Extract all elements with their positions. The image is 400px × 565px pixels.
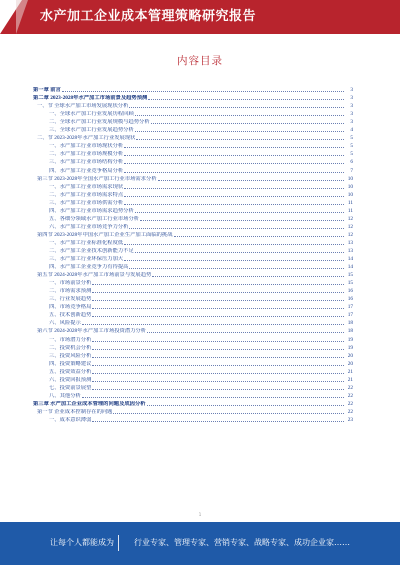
toc-entry-title: 第六节 2024-2028年水产加工市场投资潜力分析 xyxy=(37,328,147,335)
toc-entry-page: 3 xyxy=(350,119,353,126)
toc-entry[interactable] xyxy=(33,263,353,271)
toc-leader-dots xyxy=(136,139,344,140)
toc-entry-page: 11 xyxy=(347,207,353,214)
toc-entry-page: 7 xyxy=(350,167,353,174)
toc-entry-page: 3 xyxy=(350,87,353,94)
toc-leader-dots xyxy=(174,236,344,237)
toc-entry-title: 二、节 2023-2028年水产加工行业发展现状 xyxy=(37,135,136,142)
toc-entry-page: 10 xyxy=(347,175,353,182)
toc-entry-page: 19 xyxy=(347,344,353,351)
toc-leader-dots xyxy=(124,147,344,148)
toc-entry-page: 3 xyxy=(350,103,353,110)
toc-leader-dots xyxy=(92,292,344,293)
toc-entry-page: 16 xyxy=(347,296,353,303)
toc-entry-page: 10 xyxy=(347,191,353,198)
header-corner-accent xyxy=(16,0,28,34)
toc-leader-dots xyxy=(152,276,344,277)
toc-entry-title: 一、市场前景分析 xyxy=(49,280,92,287)
toc-leader-dots xyxy=(124,244,344,245)
toc-leader-dots xyxy=(124,204,344,205)
toc-entry-title: 五、各细分领域水产加工行业市场分析 xyxy=(49,215,140,222)
toc-entry[interactable] xyxy=(33,287,353,295)
toc-entry[interactable] xyxy=(33,215,353,223)
toc-leader-dots xyxy=(135,212,344,213)
toc-entry-title: 第一节 企业成本控制存在的问题 xyxy=(37,408,113,415)
toc-entry[interactable] xyxy=(33,352,353,360)
toc-entry-page: 23 xyxy=(347,416,353,423)
toc-entry-page: 22 xyxy=(347,400,353,407)
toc-entry-title: 第一章 前言 xyxy=(33,87,61,94)
toc-entry-title: 第四节 2023-2028年中国水产加工企业生产加工面临的挑战 xyxy=(37,231,173,238)
toc-leader-dots xyxy=(129,228,344,229)
toc-entry[interactable] xyxy=(33,191,353,199)
toc-entry-title: 四、水产加工行业市场需求趋势分析 xyxy=(49,207,134,214)
toc-entry[interactable] xyxy=(33,150,353,158)
toc-entry[interactable] xyxy=(33,344,353,352)
toc-leader-dots xyxy=(124,172,344,173)
toc-leader-dots xyxy=(92,373,344,374)
toc-entry[interactable] xyxy=(33,239,353,247)
toc-entry[interactable] xyxy=(33,231,353,239)
toc-entry-title: 一、节 全球水产加工市场发展现状分析 xyxy=(37,103,129,110)
toc-entry-title: 七、投资前景展望 xyxy=(49,384,92,391)
toc-entry-page: 20 xyxy=(347,352,353,359)
report-header xyxy=(0,0,400,34)
toc-entry-title: 三、水产加工行业环保压力加大 xyxy=(49,256,124,263)
toc-leader-dots xyxy=(82,324,344,325)
toc-entry[interactable] xyxy=(33,223,353,231)
toc-leader-dots xyxy=(92,389,344,390)
toc-entry[interactable] xyxy=(33,279,353,287)
toc-entry[interactable] xyxy=(33,392,353,400)
toc-entry-page: 12 xyxy=(347,223,353,230)
toc-leader-dots xyxy=(124,163,344,164)
toc-entry-title: 第三节 2023-2028年全国水产加工行业市场需求分析 xyxy=(37,175,157,182)
toc-leader-dots xyxy=(92,381,344,382)
toc-entry-page: 15 xyxy=(347,272,353,279)
toc-entry-page: 16 xyxy=(347,288,353,295)
toc-entry[interactable] xyxy=(33,303,353,311)
toc-entry-title: 三、水产加工行业市场结构分析 xyxy=(49,159,124,166)
toc-entry-page: 3 xyxy=(350,111,353,118)
toc-entry-page: 19 xyxy=(347,336,353,343)
toc-entry-page: 3 xyxy=(350,95,353,102)
toc-leader-dots xyxy=(151,123,344,124)
toc-entry[interactable] xyxy=(33,311,353,319)
toc-entry-page: 12 xyxy=(347,231,353,238)
toc-entry-title: 一、水产加工行业市场需求现状 xyxy=(49,183,124,190)
toc-entry-title: 一、水产加工行业市场现状分析 xyxy=(49,143,124,150)
toc-entry-title: 二、市场需求预测 xyxy=(49,288,92,295)
toc-leader-dots xyxy=(92,357,344,358)
toc-leader-dots xyxy=(92,349,344,350)
toc-leader-dots xyxy=(124,260,344,261)
toc-entry-title: 二、投资机会分析 xyxy=(49,344,92,351)
toc-entry[interactable] xyxy=(33,94,353,102)
toc-entry-page: 18 xyxy=(347,328,353,335)
page-number: 1 xyxy=(198,512,202,517)
toc-leader-dots xyxy=(92,365,344,366)
toc-leader-dots xyxy=(124,188,344,189)
toc-entry-title: 第三章 水产加工企业成本管理的问题及成因分析 xyxy=(33,400,146,407)
toc-entry[interactable] xyxy=(33,110,353,118)
toc-entry-title: 一、水产加工行业标准化程度低 xyxy=(49,239,124,246)
toc-entry[interactable] xyxy=(33,368,353,376)
toc-leader-dots xyxy=(147,332,344,333)
footer-banner xyxy=(0,522,400,565)
toc-leader-dots xyxy=(113,413,344,414)
toc-leader-dots xyxy=(92,316,344,317)
toc-entry[interactable] xyxy=(33,207,353,215)
toc-leader-dots xyxy=(92,421,344,422)
toc-leader-dots xyxy=(135,252,344,253)
toc-entry[interactable] xyxy=(33,384,353,392)
toc-entry[interactable] xyxy=(33,255,353,263)
toc-leader-dots xyxy=(124,155,344,156)
toc-entry-page: 17 xyxy=(347,312,353,319)
toc-entry-title: 三、投资风险分析 xyxy=(49,352,92,359)
toc-entry-page: 13 xyxy=(347,239,353,246)
toc-entry-title: 四、水产加工行业竞争格局分析 xyxy=(49,167,124,174)
toc-entry-page: 4 xyxy=(350,127,353,134)
toc-heading: 内容目录 xyxy=(177,55,223,67)
toc-leader-dots xyxy=(158,180,344,181)
toc-entry-page: 21 xyxy=(347,368,353,375)
toc-entry-title: 一、市场潜力分析 xyxy=(49,336,92,343)
toc-entry[interactable] xyxy=(33,175,353,183)
toc-entry-title: 四、投资策略建议 xyxy=(49,360,92,367)
toc-leader-dots xyxy=(82,397,344,398)
toc-leader-dots xyxy=(92,341,344,342)
toc-entry-page: 5 xyxy=(350,135,353,142)
toc-entry[interactable] xyxy=(33,376,353,384)
toc-entry-page: 22 xyxy=(347,408,353,415)
toc-entry[interactable] xyxy=(33,416,353,424)
toc-entry-title: 五、技术创新趋势 xyxy=(49,312,92,319)
toc-entry[interactable] xyxy=(33,166,353,174)
toc-entry[interactable] xyxy=(33,360,353,368)
toc-entry-title: 一、全球水产加工行业发展历程回顾 xyxy=(49,111,134,118)
toc-leader-dots xyxy=(147,405,344,406)
toc-leader-dots xyxy=(62,91,344,92)
toc-entry-title: 六、风险提示 xyxy=(49,320,81,327)
toc-leader-dots xyxy=(148,99,344,100)
table-of-contents xyxy=(33,86,353,424)
toc-leader-dots xyxy=(92,308,344,309)
toc-entry-page: 20 xyxy=(347,360,353,367)
toc-entry-title: 二、水产加工企业技术创新能力不足 xyxy=(49,247,134,254)
toc-entry[interactable] xyxy=(33,102,353,110)
toc-entry-page: 22 xyxy=(347,384,353,391)
toc-entry-title: 第二章 2023-2028年水产加工市场前景及趋势预测 xyxy=(33,95,148,102)
toc-entry-page: 21 xyxy=(347,376,353,383)
toc-entry-title: 六、投资回报预测 xyxy=(49,376,92,383)
toc-entry[interactable] xyxy=(33,408,353,416)
toc-entry[interactable] xyxy=(33,158,353,166)
toc-entry-page: 14 xyxy=(347,264,353,271)
toc-entry-title: 二、全球水产加工行业发展规模与趋势分析 xyxy=(49,119,150,126)
toc-entry[interactable] xyxy=(33,319,353,327)
toc-entry[interactable] xyxy=(33,142,353,150)
toc-leader-dots xyxy=(124,196,344,197)
toc-entry[interactable] xyxy=(33,134,353,142)
toc-leader-dots xyxy=(135,131,344,132)
toc-entry-title: 一、成本意识薄弱 xyxy=(49,416,92,423)
toc-leader-dots xyxy=(129,268,344,269)
toc-entry-page: 5 xyxy=(350,151,353,158)
toc-entry[interactable] xyxy=(33,271,353,279)
toc-entry-title: 二、水产加工行业市场规模分析 xyxy=(49,151,124,158)
toc-entry-page: 18 xyxy=(347,320,353,327)
toc-entry-page: 13 xyxy=(347,247,353,254)
footer-tagline: 行业专家、管理专家、营销专家、战略专家、成功企业家…… xyxy=(134,538,350,547)
toc-entry-title: 第五节 2024-2028年水产加工市场前景与发展趋势 xyxy=(37,272,152,279)
toc-entry-title: 六、水产加工行业市场竞争力分析 xyxy=(49,223,129,230)
toc-entry[interactable] xyxy=(33,400,353,408)
toc-leader-dots xyxy=(92,284,344,285)
report-title: 水产加工企业成本管理策略研究报告 xyxy=(40,9,257,24)
toc-entry[interactable] xyxy=(33,126,353,134)
toc-leader-dots xyxy=(129,107,344,108)
toc-entry-title: 二、水产加工行业市场需求特点 xyxy=(49,191,124,198)
toc-entry-title: 八、其他分析 xyxy=(49,392,81,399)
toc-entry[interactable] xyxy=(33,183,353,191)
toc-entry-page: 17 xyxy=(347,304,353,311)
toc-leader-dots xyxy=(140,220,344,221)
toc-entry-title: 四、水产加工企业竞争力有待提高 xyxy=(49,264,129,271)
toc-entry-title: 三、水产加工行业市场供需分析 xyxy=(49,199,124,206)
toc-entry-title: 五、投资效益分析 xyxy=(49,368,92,375)
toc-entry[interactable] xyxy=(33,118,353,126)
toc-entry[interactable] xyxy=(33,247,353,255)
toc-leader-dots xyxy=(92,300,344,301)
toc-entry-page: 5 xyxy=(350,143,353,150)
toc-entry-page: 10 xyxy=(347,183,353,190)
toc-entry-title: 三、行业发展趋势 xyxy=(49,296,92,303)
toc-entry-title: 四、市场竞争格局 xyxy=(49,304,92,311)
toc-entry-page: 22 xyxy=(347,392,353,399)
footer-slogan: 让每个人都能成为 xyxy=(50,538,114,547)
footer-divider xyxy=(118,535,119,551)
toc-entry[interactable] xyxy=(33,295,353,303)
toc-entry[interactable] xyxy=(33,86,353,94)
toc-entry-title: 三、全球水产加工行业发展趋势分析 xyxy=(49,127,134,134)
toc-entry-page: 6 xyxy=(350,159,353,166)
toc-entry[interactable] xyxy=(33,335,353,343)
toc-leader-dots xyxy=(135,115,344,116)
toc-entry[interactable] xyxy=(33,327,353,335)
toc-entry-page: 15 xyxy=(347,280,353,287)
toc-entry[interactable] xyxy=(33,199,353,207)
toc-entry-page: 12 xyxy=(347,215,353,222)
toc-entry-page: 14 xyxy=(347,256,353,263)
toc-entry-page: 11 xyxy=(347,199,353,206)
